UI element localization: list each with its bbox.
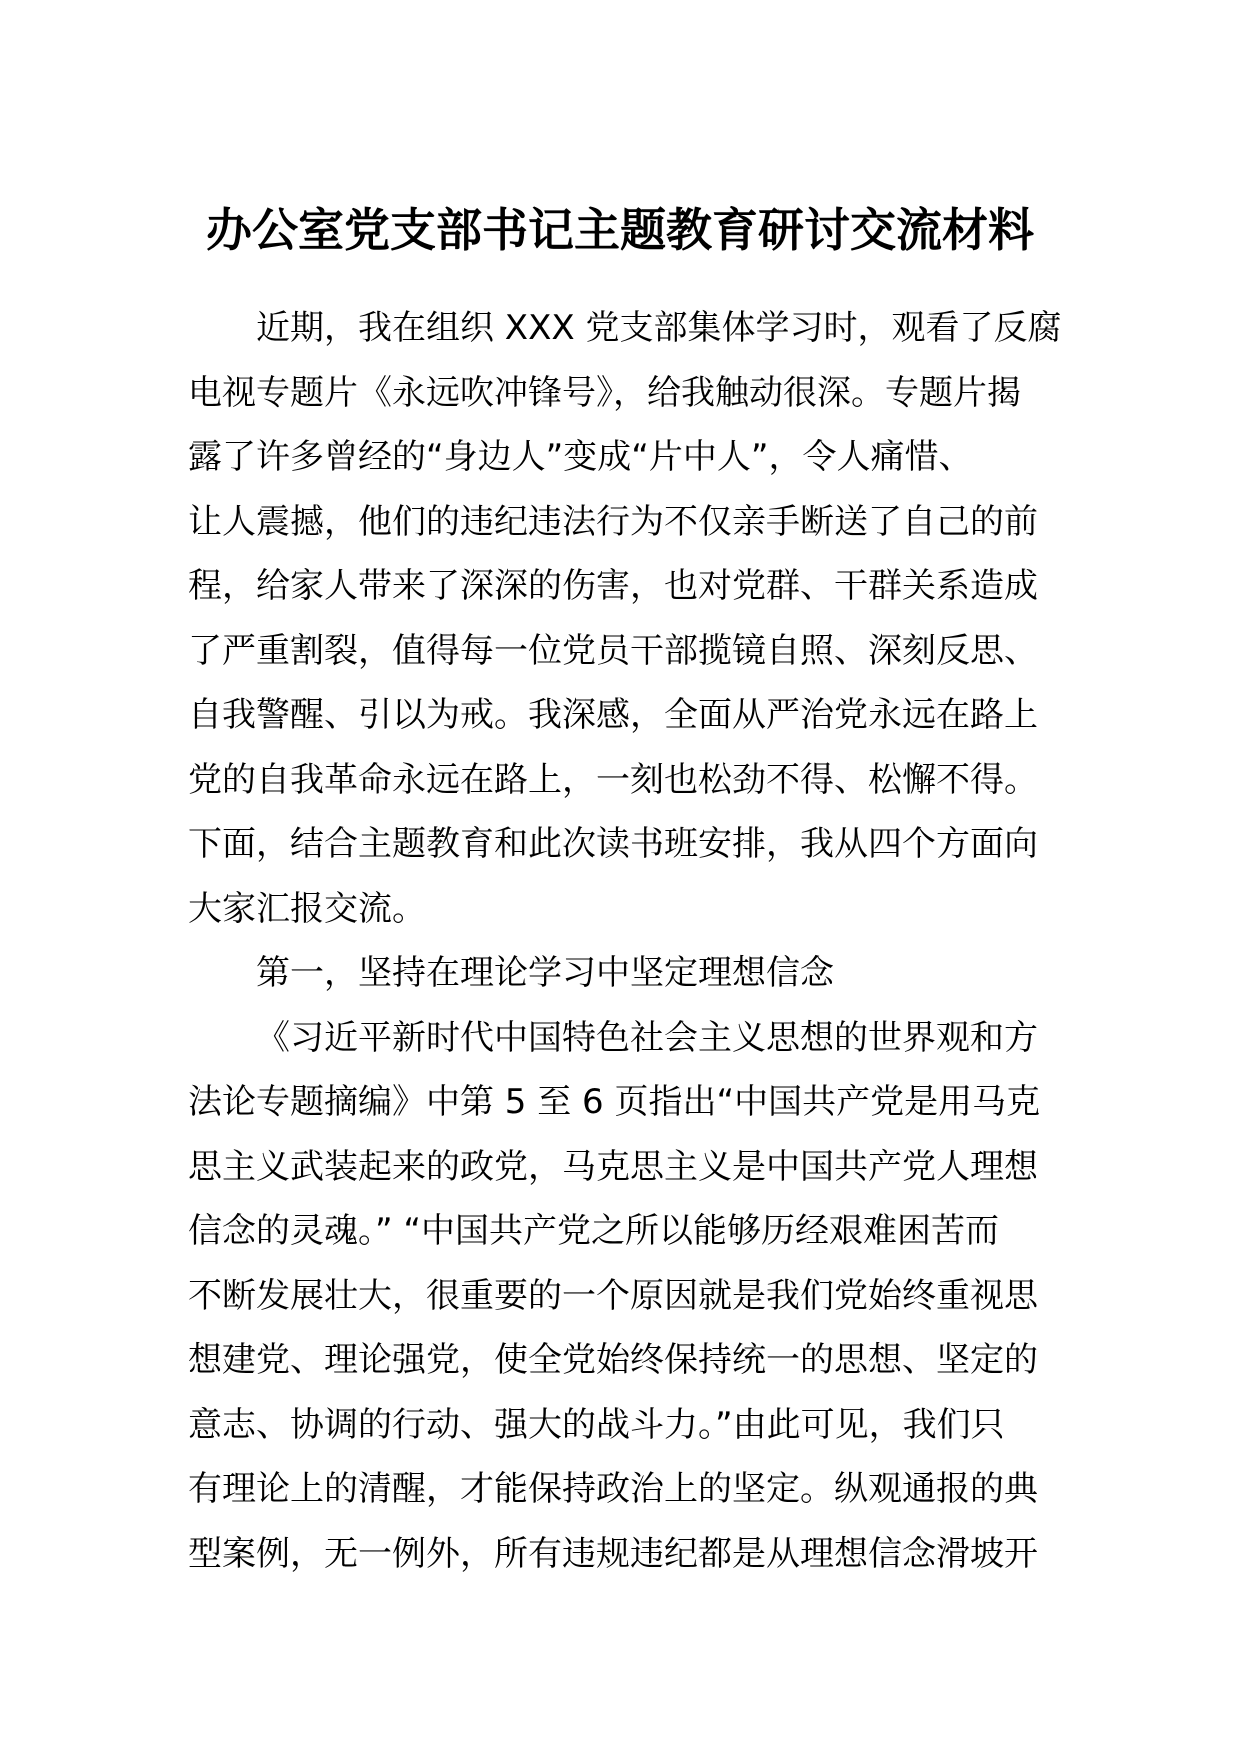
text-line: 想建党、理论强党，使全党始终保持统一的思想、坚定的: [188, 1340, 1038, 1380]
text-line: 电视专题片《永远吹冲锋号》，给我触动很深。专题片揭: [188, 372, 1021, 413]
document-body: [188, 296, 1068, 1586]
text-line: 大家汇报交流。: [188, 888, 426, 929]
text-line: 下面，结合主题教育和此次读书班安排，我从四个方面向: [188, 824, 1038, 864]
text-line: 自我警醒、引以为戒。我深感，全面从严治党永远在路上: [188, 695, 1038, 735]
text-line: 《习近平新时代中国特色社会主义思想的世界观和方: [256, 1017, 1038, 1058]
text-line: 不断发展壮大，很重要的一个原因就是我们党始终重视思: [188, 1275, 1038, 1316]
text-line: 法论专题摘编》中第 5 至 6 页指出“中国共产党是用马克: [188, 1082, 1041, 1122]
text-line: 了严重割裂，值得每一位党员干部揽镜自照、深刻反思、: [188, 630, 1038, 671]
text-line: 程，给家人带来了深深的伤害，也对党群、干群关系造成: [188, 566, 1038, 606]
text-line: 有理论上的清醒，才能保持政治上的坚定。纵观通报的典: [188, 1469, 1038, 1509]
text-line: 信念的灵魂。” “中国共产党之所以能够历经艰难困苦而: [188, 1211, 1000, 1251]
text-line: 第一，坚持在理论学习中坚定理想信念: [256, 953, 834, 993]
text-line: 型案例，无一例外，所有违规违纪都是从理想信念滑坡开: [188, 1533, 1038, 1574]
document-title: 办公室党支部书记主题教育研讨交流材料: [206, 203, 1034, 257]
text-line: 思主义武装起来的政党，马克思主义是中国共产党人理想: [188, 1146, 1038, 1187]
text-line: 露了许多曾经的“身边人”变成“片中人”，令人痛惜、: [188, 437, 973, 477]
text-line: 党的自我革命永远在路上，一刻也松劲不得、松懈不得。: [188, 759, 1038, 800]
text-line: 让人震撼，他们的违纪违法行为不仅亲手断送了自己的前: [188, 501, 1038, 542]
text-line: 意志、协调的行动、强大的战斗力。”由此可见，我们只: [188, 1404, 1005, 1445]
text-line: 近期，我在组织 XXX 党支部集体学习时，观看了反腐: [256, 308, 1062, 348]
